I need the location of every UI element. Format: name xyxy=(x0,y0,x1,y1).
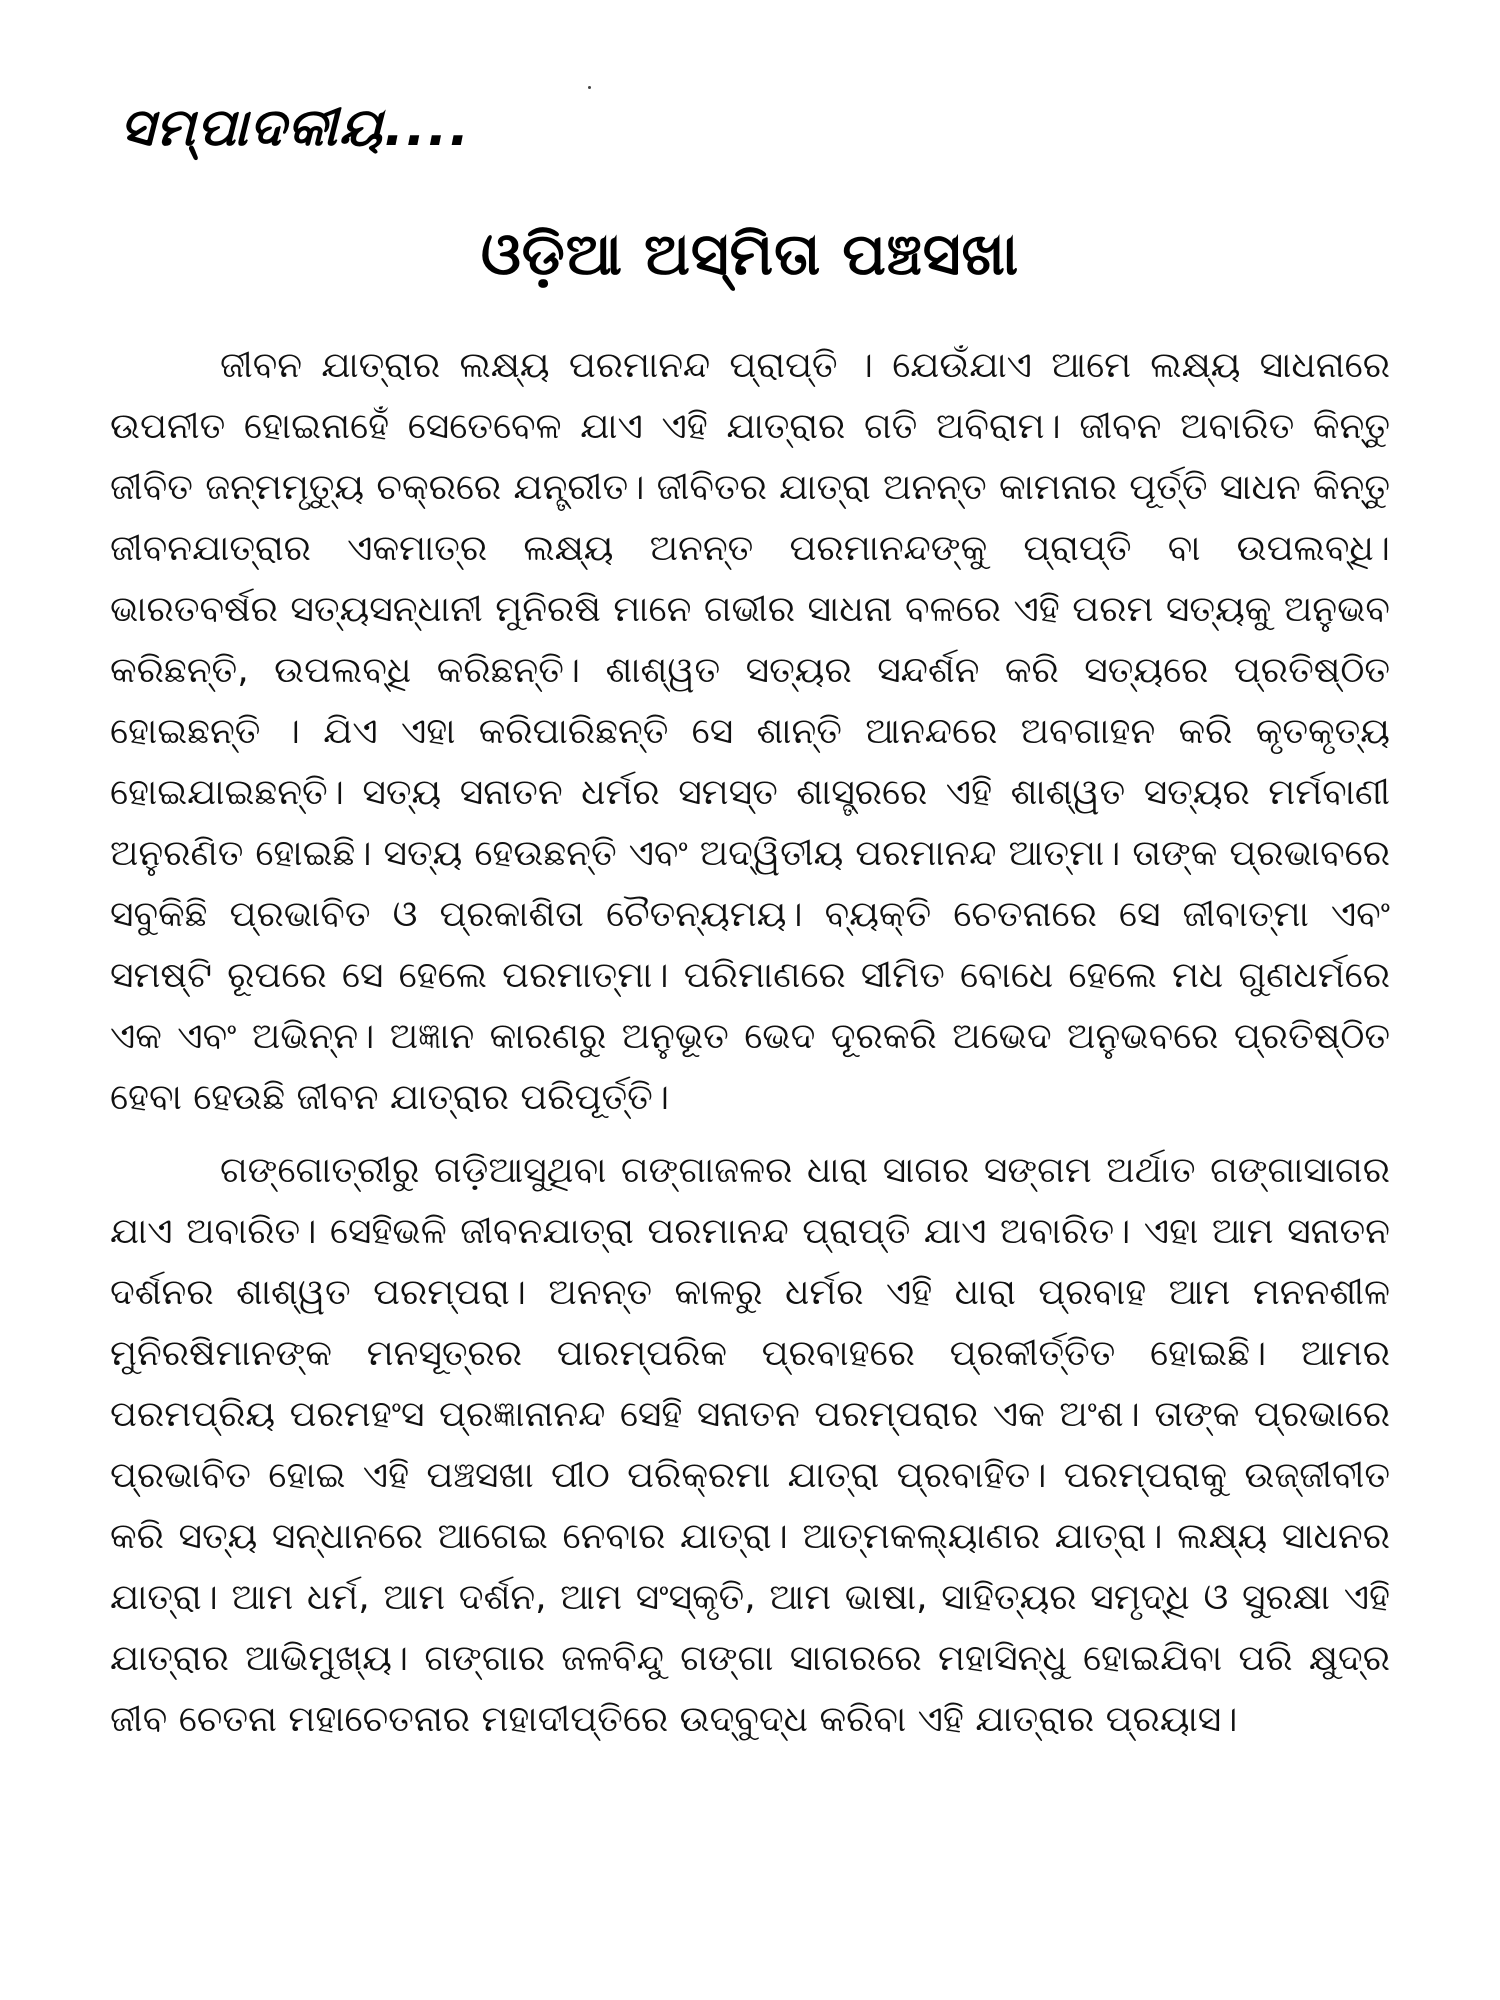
body-text xyxy=(110,335,1390,1750)
paragraph-1: ଜୀବନ ଯାତ୍ରାର ଲକ୍ଷ୍ୟ ପରମାନନ୍ଦ ପ୍ରାପ୍ତି । ଯେଉଁଯାଏ ଆମେ ଲକ୍ଷ୍ୟ ସାଧନାରେ ଉପନୀତ ହୋଇନାହେଁ ସେତେବେଳ ଯାଏ ଏହି ଯାତ୍ରାର ଗତି ଅବିରାମ। ଜୀବନ ଅବାରିତ କିନ୍ତୁ ଜୀବିତ ଜନ୍ମମୃତ୍ୟୁ ଚକ୍ରରେ ଯନ୍ତ୍ରୀତ। ଜୀବିତର ଯାତ୍ରା ଅନନ୍ତ କାମନାର ପୂର୍ତ୍ତି ସାଧନ କିନ୍ତୁ ଜୀବନଯାତ୍ରାର ଏକମାତ୍ର ଲକ୍ଷ୍ୟ ଅନନ୍ତ ପରମାନନ୍ଦଙ୍କୁ ପ୍ରାପ୍ତି ବା ଉପଲବ୍ଧି। ଭାରତବର୍ଷର ସତ୍ୟସନ୍ଧାନୀ ମୁନିରଷି ମାନେ ଗଭୀର ସାଧନା ବଳରେ ଏହି ପରମ ସତ୍ୟକୁ ଅନୁଭବ କରିଛନ୍ତି, ଉପଲବ୍ଧି କରିଛନ୍ତି। ଶାଶ୍ୱତ ସତ୍ୟର ସନ୍ଦର୍ଶନ କରି ସତ୍ୟରେ ପ୍ରତିଷ୍ଠିତ ହୋଇଛନ୍ତି । ଯିଏ ଏହା କରିପାରିଛନ୍ତି ସେ ଶାନ୍ତି ଆନନ୍ଦରେ ଅବଗାହନ କରି କୃତକୃତ୍ୟ ହୋଇଯାଇଛନ୍ତି। ସତ୍ୟ ସନାତନ ଧର୍ମର ସମସ୍ତ ଶାସ୍ତ୍ରରେ ଏହି ଶାଶ୍ୱତ ସତ୍ୟର ମର୍ମବାଣୀ ଅନୁରଣିତ ହୋଇଛି। ସତ୍ୟ ହେଉଛନ୍ତି ଏବଂ ଅଦ୍ୱିତୀୟ ପରମାନନ୍ଦ ଆତ୍ମା। ତାଙ୍କ ପ୍ରଭାବରେ ସବୁକିଛି ପ୍ରଭାବିତ ଓ ପ୍ରକାଶିତା ଚୈତନ୍ୟମୟ। ବ୍ୟକ୍ତି ଚେତନାରେ ସେ ଜୀବାତ୍ମା ଏବଂ ସମଷ୍ଟି ରୂପରେ ସେ ହେଲେ ପରମାତ୍ମା। ପରିମାଣରେ ସୀମିତ ବୋଧେ ହେଲେ ମଧ ଗୁଣଧର୍ମରେ ଏକ ଏବଂ ଅଭିନ୍ନ। ଅଜ୍ଞାନ କାରଣରୁ ଅନୁଭୂତ ଭେଦ ଦୂରକରି ଅଭେଦ ଅନୁଭବରେ ପ୍ରତିଷ୍ଠିତ ହେବା ହେଉଛି ଜୀବନ ଯାତ୍ରାର ପରିପୂର୍ତ୍ତି। xyxy=(110,345,1390,1118)
print-speck xyxy=(588,86,591,89)
page-title: ଓଡ଼ିଆ ଅସ୍ମିତା ପଞ୍ଚସଖା xyxy=(480,220,1020,288)
paragraph-2: ଗଙ୍ଗୋତ୍ରୀରୁ ଗଡ଼ିଆସୁଥିବା ଗଙ୍ଗାଜଳର ଧାରା ସାଗର ସଙ୍ଗମ ଅର୍ଥାତ ଗଙ୍ଗାସାଗର ଯାଏ ଅବାରିତ। ସେହିଭଳି ଜୀବନଯାତ୍ରା ପରମାନନ୍ଦ ପ୍ରାପ୍ତି ଯାଏ ଅବାରିତ। ଏହା ଆମ ସନାତନ ଦର୍ଶନର ଶାଶ୍ୱତ ପରମ୍ପରା। ଅନନ୍ତ କାଳରୁ ଧର୍ମର ଏହି ଧାରା ପ୍ରବାହ ଆମ ମନନଶୀଳ ମୁନିରଷିମାନଙ୍କ ମନସୂତ୍ରର ପାରମ୍ପରିକ ପ୍ରବାହରେ ପ୍ରକୀର୍ତ୍ତିତ ହୋଇଛି। ଆମର ପରମପ୍ରିୟ ପରମହଂସ ପ୍ରଜ୍ଞାନାନନ୍ଦ ସେହି ସନାତନ ପରମ୍ପରାର ଏକ ଅଂଶ। ତାଙ୍କ ପ୍ରଭାରେ ପ୍ରଭାବିତ ହୋଇ ଏହି ପଞ୍ଚସଖା ପୀଠ ପରିକ୍ରମା ଯାତ୍ରା ପ୍ରବାହିତ। ପରମ୍ପରାକୁ ଉଜ୍ଜୀବୀତ କରି ସତ୍ୟ ସନ୍ଧାନରେ ଆଗେଇ ନେବାର ଯାତ୍ରା। ଆତ୍ମକଲ୍ୟାଣର ଯାତ୍ରା। ଲକ୍ଷ୍ୟ ସାଧନର ଯାତ୍ରା। ଆମ ଧର୍ମ, ଆମ ଦର୍ଶନ, ଆମ ସଂସ୍କୃତି, ଆମ ଭାଷା, ସାହିତ୍ୟର ସମୃଦ୍ଧି ଓ ସୁରକ୍ଷା ଏହି ଯାତ୍ରାର ଆଭିମୁଖ୍ୟ। ଗଙ୍ଗାର ଜଳବିନ୍ଦୁ ଗଙ୍ଗା ସାଗରରେ ମହାସିନ୍ଧୁ ହୋଇଯିବା ପରି କ୍ଷୁଦ୍ର ଜୀବ ଚେତନା ମହାଚେତନାର ମହାଦୀପ୍ତିରେ ଉଦ୍‌ବୁଦ୍ଧ କରିବା ଏହି ଯାତ୍ରାର ପ୍ରୟାସ। xyxy=(110,1150,1390,1740)
section-label: ସମ୍ପାଦକୀୟ.... xyxy=(120,98,472,158)
